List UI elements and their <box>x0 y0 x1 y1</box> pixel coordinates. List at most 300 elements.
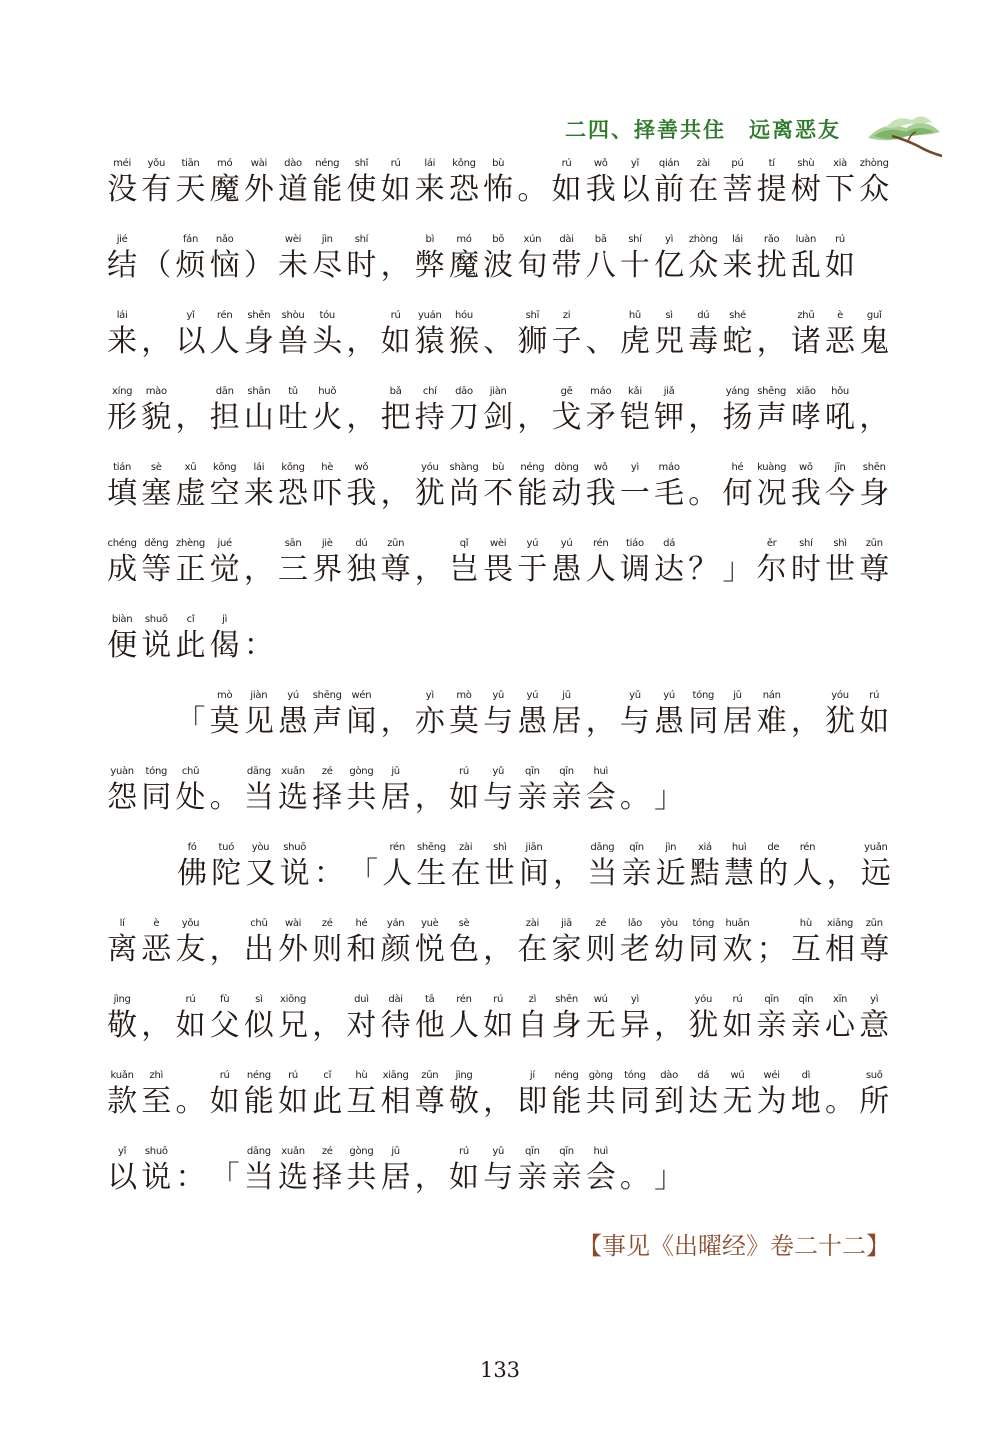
character-with-pinyin <box>379 766 413 818</box>
character-with-pinyin <box>859 842 893 894</box>
hanzi: 友 <box>175 932 206 967</box>
pinyin: zūn <box>865 918 883 929</box>
source-citation: 【事见《出曜经》卷二十二】 <box>578 1232 890 1260</box>
hanzi: 幼 <box>654 932 685 967</box>
pinyin: bù <box>492 158 505 169</box>
hanzi: 界 <box>312 552 343 587</box>
hanzi: 」 <box>722 552 753 587</box>
hanzi: 旬 <box>517 248 548 283</box>
pinyin: yú <box>526 690 539 701</box>
hanzi: 子 <box>551 324 582 359</box>
hanzi <box>139 702 173 742</box>
pinyin: shēn <box>555 994 578 1005</box>
character-with-pinyin <box>242 690 276 742</box>
character-with-pinyin <box>379 994 413 1046</box>
hanzi: 我 <box>585 476 616 511</box>
hanzi: 愚 <box>654 704 685 739</box>
hanzi: 能 <box>312 172 343 207</box>
text-line <box>105 462 891 514</box>
character-with-pinyin <box>755 386 789 438</box>
text-line <box>105 386 891 438</box>
character-with-pinyin <box>720 538 754 590</box>
hanzi: 在 <box>450 856 481 891</box>
hanzi: 如 <box>278 1084 309 1119</box>
hanzi: 三 <box>278 552 309 587</box>
character-with-pinyin <box>278 842 312 894</box>
pinyin: xū <box>184 462 197 473</box>
pinyin: huān <box>725 918 750 929</box>
hanzi: 外 <box>243 172 274 207</box>
page-number: 133 <box>479 1358 521 1382</box>
hanzi: ： <box>243 628 274 663</box>
hanzi: 恶 <box>825 324 856 359</box>
hanzi: 同 <box>619 1084 650 1119</box>
hanzi: 。 <box>209 780 240 815</box>
hanzi: 担 <box>209 400 240 435</box>
character-with-pinyin <box>344 994 378 1046</box>
character-with-pinyin <box>344 538 378 590</box>
character-with-pinyin <box>720 1070 754 1122</box>
pinyin: qīn <box>525 1146 540 1157</box>
pinyin: wú <box>593 994 608 1005</box>
pinyin: wǒ <box>593 462 608 473</box>
pinyin: fó <box>187 842 197 853</box>
hanzi: 所 <box>859 1084 890 1119</box>
hanzi: 与 <box>483 704 514 739</box>
character-with-pinyin <box>276 766 310 818</box>
character-with-pinyin <box>379 538 413 590</box>
character-with-pinyin <box>346 842 380 894</box>
hanzi: 同 <box>141 780 172 815</box>
text-line <box>105 310 891 362</box>
character-with-pinyin <box>857 918 891 970</box>
hanzi: ， <box>380 704 411 739</box>
pinyin: yán <box>386 918 405 929</box>
pinyin: zé <box>595 918 607 929</box>
character-with-pinyin <box>379 234 413 286</box>
pinyin: dāng <box>590 842 615 853</box>
character-with-pinyin <box>857 158 891 210</box>
character-with-pinyin <box>173 994 207 1046</box>
character-with-pinyin <box>515 310 549 362</box>
hanzi: 亲 <box>551 1160 582 1195</box>
hanzi: 诸 <box>790 324 821 359</box>
pinyin: tuó <box>218 842 235 853</box>
hanzi: 和 <box>346 932 377 967</box>
character-with-pinyin <box>686 1070 720 1122</box>
hanzi: 同 <box>688 704 719 739</box>
hanzi: 尽 <box>312 248 343 283</box>
hanzi: 人 <box>792 856 823 891</box>
character-with-pinyin <box>208 1070 242 1122</box>
character-with-pinyin <box>310 310 344 362</box>
pinyin: gòng <box>588 1070 613 1081</box>
pinyin: sè <box>150 462 162 473</box>
hanzi: 相 <box>380 1084 411 1119</box>
hanzi: ， <box>243 552 274 587</box>
character-with-pinyin <box>789 234 823 286</box>
pine-tree-icon <box>862 106 944 160</box>
pinyin: duì <box>354 994 369 1005</box>
hanzi: 慧 <box>724 856 755 891</box>
pinyin: yì <box>425 690 434 701</box>
character-with-pinyin <box>105 690 139 742</box>
pinyin: sè <box>458 918 470 929</box>
pinyin: wǒ <box>354 462 369 473</box>
pinyin: jiè <box>321 538 333 549</box>
character-with-pinyin <box>755 538 789 590</box>
pinyin: gē <box>560 386 573 397</box>
hanzi: 相 <box>825 932 856 967</box>
hanzi: ？ <box>688 552 719 587</box>
hanzi: 怨 <box>107 780 138 815</box>
pinyin: biàn <box>111 614 133 625</box>
pinyin: wèi <box>284 234 302 245</box>
hanzi: 空 <box>209 476 240 511</box>
character-with-pinyin <box>208 1146 242 1198</box>
character-with-pinyin <box>823 234 857 286</box>
pinyin: yì <box>630 462 639 473</box>
hanzi: 尊 <box>859 552 890 587</box>
character-with-pinyin <box>413 386 447 438</box>
hanzi: 烦 <box>175 248 206 283</box>
character-with-pinyin <box>789 462 823 514</box>
pinyin: tiáo <box>626 538 644 549</box>
character-with-pinyin <box>173 614 207 666</box>
hanzi: 敬 <box>448 1084 479 1119</box>
character-with-pinyin <box>549 234 583 286</box>
hanzi: 火 <box>312 400 343 435</box>
character-with-pinyin <box>344 918 378 970</box>
character-with-pinyin <box>755 234 789 286</box>
hanzi: 十 <box>619 248 650 283</box>
hanzi: 互 <box>790 932 821 967</box>
hanzi: 塞 <box>141 476 172 511</box>
character-with-pinyin <box>789 538 823 590</box>
pinyin: jiān <box>525 842 543 853</box>
hanzi: 人 <box>382 856 413 891</box>
hanzi: 出 <box>243 932 274 967</box>
hanzi: 尊 <box>380 552 411 587</box>
pinyin: yóu <box>421 462 439 473</box>
hanzi: 。 <box>517 172 548 207</box>
character-with-pinyin <box>823 158 857 210</box>
pinyin: yì <box>870 994 879 1005</box>
pinyin: zūn <box>865 538 883 549</box>
character-with-pinyin <box>344 310 378 362</box>
hanzi: 亲 <box>756 1008 787 1043</box>
hanzi: 自 <box>517 1008 548 1043</box>
hanzi: 说 <box>141 628 172 663</box>
character-with-pinyin <box>686 462 720 514</box>
hanzi: 如 <box>722 1008 753 1043</box>
hanzi: 如 <box>448 780 479 815</box>
pinyin: xíng <box>112 386 133 397</box>
character-with-pinyin <box>789 1070 823 1122</box>
pinyin: jū <box>733 690 742 701</box>
character-with-pinyin <box>242 538 276 590</box>
pinyin: bì <box>425 234 435 245</box>
character-with-pinyin <box>105 994 139 1046</box>
character-with-pinyin <box>379 1070 413 1122</box>
hanzi: 会 <box>585 780 616 815</box>
pinyin: yì <box>665 234 674 245</box>
character-with-pinyin <box>584 158 618 210</box>
hanzi: 共 <box>585 1084 616 1119</box>
pinyin: yǔ <box>492 690 504 701</box>
character-with-pinyin <box>310 690 344 742</box>
hanzi: 来 <box>414 172 445 207</box>
pinyin: chéng <box>107 538 137 549</box>
character-with-pinyin <box>857 994 891 1046</box>
hanzi: 蛇 <box>722 324 753 359</box>
character-with-pinyin <box>242 386 276 438</box>
character-with-pinyin <box>618 766 652 818</box>
character-with-pinyin <box>789 918 823 970</box>
character-with-pinyin <box>105 1070 139 1122</box>
text-line <box>105 614 276 666</box>
hanzi: 正 <box>175 552 206 587</box>
pinyin: sān <box>284 538 302 549</box>
pinyin: zhì <box>149 1070 164 1081</box>
hanzi: 声 <box>312 704 343 739</box>
hanzi: 使 <box>346 172 377 207</box>
pinyin: yǔ <box>629 690 641 701</box>
character-with-pinyin <box>242 614 276 666</box>
character-with-pinyin <box>242 1070 276 1122</box>
pinyin: jìng <box>113 994 131 1005</box>
hanzi: 结 <box>107 248 138 283</box>
character-with-pinyin <box>618 538 652 590</box>
pinyin: kǒng <box>281 462 305 473</box>
text-line <box>105 994 891 1046</box>
character-with-pinyin <box>413 766 447 818</box>
character-with-pinyin <box>618 158 652 210</box>
pinyin: jìng <box>455 1070 473 1081</box>
character-with-pinyin <box>481 386 515 438</box>
hanzi: 他 <box>414 1008 445 1043</box>
pinyin: yǐ <box>118 1146 127 1157</box>
pinyin: dì <box>801 1070 811 1081</box>
pinyin: bǎ <box>389 386 402 397</box>
character-with-pinyin <box>584 234 618 286</box>
pinyin: huì <box>593 1146 608 1157</box>
pinyin: rú <box>869 690 880 701</box>
hanzi: 人 <box>209 324 240 359</box>
character-with-pinyin <box>515 918 549 970</box>
hanzi: 貌 <box>141 400 172 435</box>
character-with-pinyin <box>688 842 722 894</box>
hanzi: 填 <box>107 476 138 511</box>
character-with-pinyin <box>483 842 517 894</box>
character-with-pinyin <box>857 690 891 742</box>
pinyin: rú <box>459 1146 469 1157</box>
hanzi: 菩 <box>722 172 753 207</box>
pinyin: zhòng <box>859 158 889 169</box>
character-with-pinyin <box>857 386 891 438</box>
pinyin: dòng <box>554 462 579 473</box>
pinyin: yǐ <box>186 310 195 321</box>
hanzi: 人 <box>448 1008 479 1043</box>
pinyin: mó <box>456 234 472 245</box>
pinyin: ěr <box>766 538 777 549</box>
character-with-pinyin <box>823 690 857 742</box>
hanzi: 如 <box>448 1160 479 1195</box>
pinyin: rú <box>459 766 469 777</box>
pinyin: kǒng <box>452 158 476 169</box>
hanzi: ， <box>346 400 377 435</box>
hanzi: 亲 <box>621 856 652 891</box>
character-with-pinyin <box>618 994 652 1046</box>
pinyin: pú <box>731 158 744 169</box>
pinyin: shí <box>799 538 813 549</box>
hanzi: 调 <box>619 552 650 587</box>
character-with-pinyin <box>584 766 618 818</box>
pinyin: wén <box>351 690 372 701</box>
character-with-pinyin <box>549 538 583 590</box>
chapter-title: 二四、择善共住 远离恶友 <box>565 118 841 142</box>
pinyin: jū <box>562 690 571 701</box>
hanzi: 魔 <box>209 172 240 207</box>
character-with-pinyin <box>242 310 276 362</box>
hanzi: 的 <box>758 856 789 891</box>
character-with-pinyin <box>515 234 549 286</box>
hanzi: 说 <box>279 856 310 891</box>
character-with-pinyin <box>481 766 515 818</box>
character-with-pinyin <box>208 462 242 514</box>
hanzi: ， <box>380 248 411 283</box>
hanzi: 如 <box>380 324 411 359</box>
character-with-pinyin <box>139 766 173 818</box>
character-with-pinyin <box>173 158 207 210</box>
pinyin: shuō <box>144 614 168 625</box>
pinyin: wéi <box>763 1070 780 1081</box>
pinyin: rú <box>288 1070 298 1081</box>
hanzi: 当 <box>587 856 618 891</box>
character-with-pinyin <box>173 1146 207 1198</box>
character-with-pinyin <box>549 994 583 1046</box>
character-with-pinyin <box>276 234 310 286</box>
hanzi: 。 <box>619 1160 650 1195</box>
character-with-pinyin <box>209 842 243 894</box>
hanzi: ， <box>414 780 445 815</box>
character-with-pinyin <box>208 538 242 590</box>
pinyin: nán <box>762 690 781 701</box>
hanzi: 能 <box>517 476 548 511</box>
character-with-pinyin <box>515 994 549 1046</box>
hanzi: ， <box>553 856 584 891</box>
hanzi: 父 <box>209 1008 240 1043</box>
hanzi: 居 <box>722 704 753 739</box>
character-with-pinyin <box>208 690 242 742</box>
character-with-pinyin <box>549 1146 583 1198</box>
character-with-pinyin <box>173 1070 207 1122</box>
character-with-pinyin <box>755 158 789 210</box>
hanzi: ， <box>654 1008 685 1043</box>
character-with-pinyin <box>447 386 481 438</box>
hanzi: 波 <box>483 248 514 283</box>
character-with-pinyin <box>825 842 859 894</box>
character-with-pinyin <box>618 918 652 970</box>
character-with-pinyin <box>413 310 447 362</box>
hanzi: 犹 <box>688 1008 719 1043</box>
hanzi: 魔 <box>448 248 479 283</box>
character-with-pinyin <box>105 386 139 438</box>
pinyin: zi <box>562 310 571 321</box>
hanzi: 持 <box>414 400 445 435</box>
pinyin: chí <box>422 386 437 397</box>
character-with-pinyin <box>652 918 686 970</box>
hanzi: ， <box>414 1160 445 1195</box>
pinyin: jì <box>222 614 228 625</box>
hanzi: 悦 <box>414 932 445 967</box>
pinyin: shuō <box>283 842 307 853</box>
hanzi: 欢 <box>722 932 753 967</box>
character-with-pinyin <box>549 462 583 514</box>
hanzi: 乱 <box>790 248 821 283</box>
pinyin: bā <box>594 234 607 245</box>
hanzi: 对 <box>346 1008 377 1043</box>
hanzi: 、 <box>483 324 514 359</box>
character-with-pinyin <box>823 462 857 514</box>
character-with-pinyin <box>652 690 686 742</box>
pinyin: shēn <box>247 310 271 321</box>
pinyin: dá <box>697 1070 710 1081</box>
pinyin: shī <box>525 310 540 321</box>
pinyin: shǐ <box>354 158 369 169</box>
pinyin: jué <box>217 538 232 549</box>
hanzi: ， <box>141 324 172 359</box>
pinyin: dāng <box>246 766 271 777</box>
pinyin: dāng <box>246 1146 271 1157</box>
pinyin: lí <box>119 918 125 929</box>
character-with-pinyin <box>276 1070 310 1122</box>
hanzi: ， <box>312 1008 343 1043</box>
character-with-pinyin <box>344 386 378 438</box>
pinyin: shēng <box>416 842 446 853</box>
character-with-pinyin <box>139 158 173 210</box>
character-with-pinyin <box>413 690 447 742</box>
pinyin: rú <box>835 234 845 245</box>
pinyin: lái <box>253 462 265 473</box>
character-with-pinyin <box>208 234 242 286</box>
character-with-pinyin <box>105 158 139 210</box>
hanzi: 能 <box>551 1084 582 1119</box>
hanzi: 亲 <box>517 1160 548 1195</box>
character-with-pinyin <box>208 386 242 438</box>
pinyin: dāo <box>455 386 473 397</box>
character-with-pinyin <box>584 918 618 970</box>
character-with-pinyin <box>105 918 139 970</box>
hanzi: 则 <box>585 932 616 967</box>
hanzi: 怖 <box>483 172 514 207</box>
character-with-pinyin <box>379 386 413 438</box>
pinyin: yú <box>663 690 675 701</box>
pinyin: néng <box>246 1070 271 1081</box>
pinyin: dú <box>697 310 710 321</box>
hanzi: 尊 <box>414 1084 445 1119</box>
hanzi: 达 <box>654 552 685 587</box>
hanzi: 达 <box>688 1084 719 1119</box>
hanzi: ， <box>756 324 787 359</box>
pinyin: hé <box>731 462 744 473</box>
character-with-pinyin <box>517 842 551 894</box>
character-with-pinyin <box>584 310 618 362</box>
pinyin: shēng <box>312 690 342 701</box>
character-with-pinyin <box>310 1146 344 1198</box>
hanzi: 会 <box>585 1160 616 1195</box>
character-with-pinyin <box>584 386 618 438</box>
